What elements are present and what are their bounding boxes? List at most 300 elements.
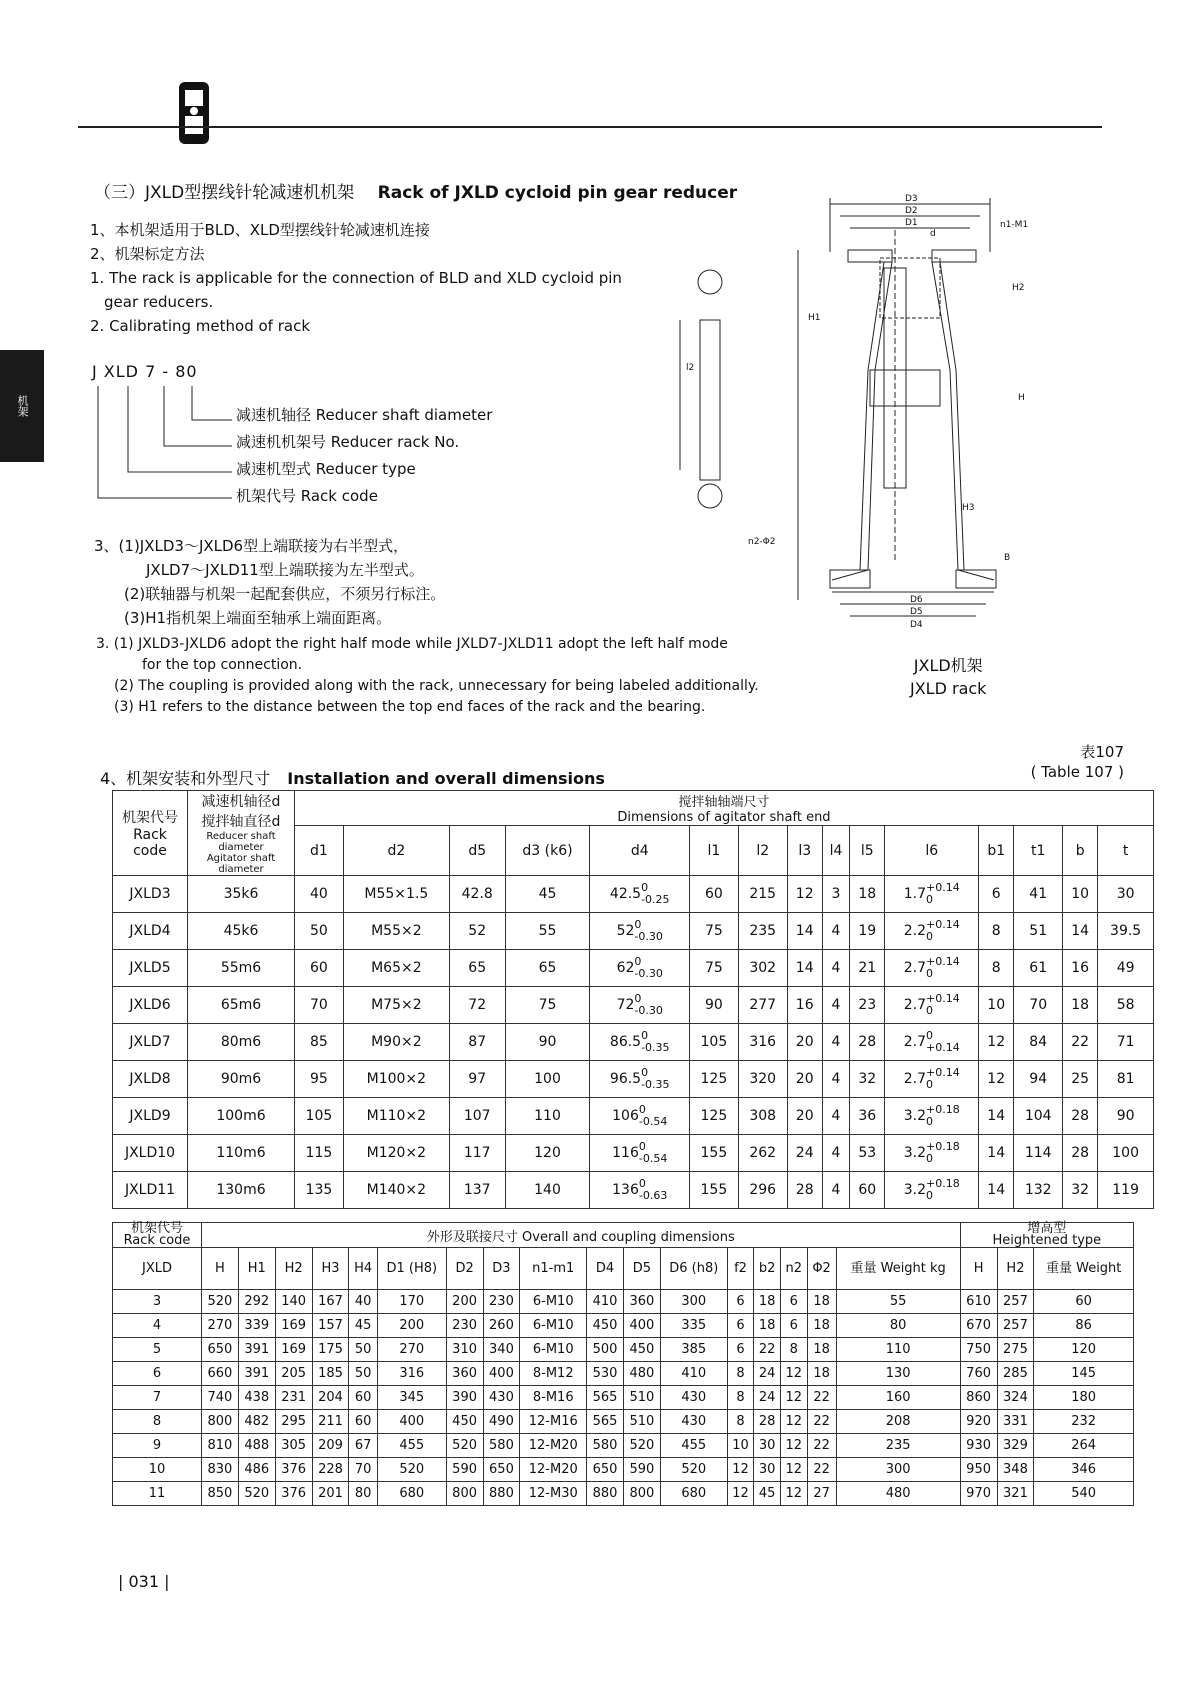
cell-l6-value: 2.7 — [903, 1034, 926, 1050]
cell-d2: M55×1.5 — [343, 876, 449, 913]
cell-l6-tolerance — [926, 1104, 960, 1128]
note-line: 2、机架标定方法 — [90, 245, 205, 263]
cell-l2: 277 — [738, 987, 787, 1024]
cell-code: JXLD5 — [113, 950, 188, 987]
cell-t: 81 — [1098, 1061, 1154, 1098]
header-col-1: d2 — [343, 826, 449, 876]
cell: 450 — [587, 1314, 624, 1338]
header-col-3: d3 (k6) — [505, 826, 590, 876]
cell: 18 — [754, 1314, 781, 1338]
label-d4: D4 — [910, 620, 923, 630]
label-d1: D1 — [905, 218, 918, 228]
cell: 305 — [275, 1434, 312, 1458]
cell: 410 — [587, 1290, 624, 1314]
header2-col-0: H — [202, 1248, 239, 1290]
cell: 6 — [727, 1338, 754, 1362]
cell-d2: M55×2 — [343, 913, 449, 950]
cell: 520 — [377, 1458, 446, 1482]
cell: 60 — [349, 1410, 377, 1434]
cell: 920 — [960, 1410, 997, 1434]
header-rack-code: 机架代号 Rack code — [113, 791, 188, 876]
cell: 60 — [349, 1386, 377, 1410]
cell-d4-tolerance — [639, 1141, 667, 1165]
cell-l4: 4 — [822, 1098, 849, 1135]
cell: 10 — [727, 1434, 754, 1458]
cell: 55 — [836, 1290, 960, 1314]
table-number-en: ( Table 107 ) — [1030, 763, 1124, 781]
cell-d4 — [590, 1061, 689, 1098]
cell: 329 — [997, 1434, 1034, 1458]
cell-t: 90 — [1098, 1098, 1154, 1135]
tol-upper: 0 — [634, 992, 642, 1005]
cell-d3: 120 — [505, 1135, 590, 1172]
cell: 292 — [238, 1290, 275, 1314]
table-row — [113, 1024, 1154, 1061]
cell: 800 — [446, 1482, 483, 1506]
book-logo-icon — [176, 78, 212, 148]
cell: 230 — [446, 1314, 483, 1338]
cell-l6-tolerance — [926, 956, 960, 980]
header-agitator-shaft — [295, 791, 1154, 826]
cell: 10 — [113, 1458, 202, 1482]
tol-lower: -0.25 — [641, 893, 670, 906]
cell: 500 — [587, 1338, 624, 1362]
table-row — [113, 987, 1154, 1024]
cell-d: 90m6 — [188, 1061, 295, 1098]
section-title-cn: （三）JXLD型摆线针轮减速机机架 — [94, 183, 355, 203]
legend-rack-code: 机架代号 Rack code — [236, 487, 378, 505]
label-h2: H2 — [1012, 283, 1025, 293]
header2-heightened — [960, 1223, 1133, 1248]
tol-upper: 0 — [638, 1177, 646, 1190]
cell: 12 — [780, 1482, 807, 1506]
cell-b: 16 — [1063, 950, 1098, 987]
cell-l6-tolerance — [926, 1141, 960, 1165]
cell-d1: 105 — [295, 1098, 344, 1135]
tol-lower: -0.54 — [638, 1115, 668, 1128]
header2-overall: 外形及联接尺寸 Overall and coupling dimensions — [202, 1223, 961, 1248]
tol-upper: 0 — [926, 1029, 933, 1042]
cell-l6-value: 2.7 — [903, 997, 926, 1013]
cell-l4: 3 — [822, 876, 849, 913]
cell: 310 — [446, 1338, 483, 1362]
cell-l6-tolerance — [926, 1030, 960, 1054]
cell: 340 — [483, 1338, 520, 1362]
cell-d5: 65 — [449, 950, 505, 987]
cell-b1: 10 — [979, 987, 1014, 1024]
cell-d4-value: 42.5 — [609, 886, 642, 902]
cell-t: 30 — [1098, 876, 1154, 913]
cell: 880 — [483, 1482, 520, 1506]
cell: 810 — [202, 1434, 239, 1458]
cell: 8-M16 — [520, 1386, 587, 1410]
cell: 346 — [1034, 1458, 1134, 1482]
note3-en-line: for the top connection. — [142, 657, 303, 673]
cell: 360 — [623, 1290, 660, 1314]
cell-d1: 40 — [295, 876, 344, 913]
cell-t1: 70 — [1014, 987, 1063, 1024]
cell: 264 — [1034, 1434, 1134, 1458]
note3-cn-line: 3、(1)JXLD3～JXLD6型上端联接为右半型式， — [94, 537, 409, 555]
cell-d4 — [590, 876, 689, 913]
header-col-10: l6 — [885, 826, 979, 876]
cell-l5: 53 — [850, 1135, 885, 1172]
cell-d2: M120×2 — [343, 1135, 449, 1172]
cell-l2: 296 — [738, 1172, 787, 1209]
cell-l6-value: 2.7 — [903, 1071, 926, 1087]
note-line: gear reducers. — [104, 293, 214, 311]
cell-d3: 55 — [505, 913, 590, 950]
cell: 12 — [780, 1434, 807, 1458]
table-row — [113, 1061, 1154, 1098]
cell: 200 — [377, 1314, 446, 1338]
cell-b1: 8 — [979, 913, 1014, 950]
cell-l4: 4 — [822, 1172, 849, 1209]
cell: 480 — [836, 1482, 960, 1506]
header2-col-10: D5 — [623, 1248, 660, 1290]
cell: 650 — [587, 1458, 624, 1482]
cell-t1: 114 — [1014, 1135, 1063, 1172]
cell: 488 — [238, 1434, 275, 1458]
cell: 324 — [997, 1386, 1034, 1410]
cell: 335 — [660, 1314, 727, 1338]
cell-l6-tolerance — [926, 1067, 960, 1091]
tol-lower: 0 — [926, 893, 933, 906]
cell-code: JXLD9 — [113, 1098, 188, 1135]
tol-upper: +0.14 — [926, 918, 960, 931]
cell: 321 — [997, 1482, 1034, 1506]
header2-col-18: H2 — [997, 1248, 1034, 1290]
cell: 450 — [446, 1410, 483, 1434]
cell: 18 — [807, 1338, 836, 1362]
cell: 482 — [238, 1410, 275, 1434]
cell: 391 — [238, 1362, 275, 1386]
tol-upper: +0.14 — [926, 1066, 960, 1079]
tol-lower: -0.63 — [638, 1189, 668, 1202]
notes3-cn — [94, 534, 445, 630]
header2-col-5: D1 (H8) — [377, 1248, 446, 1290]
section4-title-cn: 4、机架安装和外型尺寸 — [100, 769, 271, 788]
cell-b1: 14 — [979, 1135, 1014, 1172]
cell-d4 — [590, 950, 689, 987]
cell-d3: 75 — [505, 987, 590, 1024]
cell-l5: 21 — [850, 950, 885, 987]
cell: 140 — [275, 1290, 312, 1314]
cell: 510 — [623, 1410, 660, 1434]
cell-l2: 235 — [738, 913, 787, 950]
cell-d: 80m6 — [188, 1024, 295, 1061]
cell-t1: 41 — [1014, 876, 1063, 913]
cell-b: 28 — [1063, 1098, 1098, 1135]
cell-l6-tolerance — [926, 919, 960, 943]
cell: 830 — [202, 1458, 239, 1482]
cell-d4 — [590, 1098, 689, 1135]
cell: 18 — [807, 1314, 836, 1338]
cell: 650 — [202, 1338, 239, 1362]
cell-b1: 6 — [979, 876, 1014, 913]
cell-l2: 316 — [738, 1024, 787, 1061]
cell: 6-M10 — [520, 1314, 587, 1338]
cell: 169 — [275, 1338, 312, 1362]
header2-col-12: f2 — [727, 1248, 754, 1290]
cell: 157 — [312, 1314, 349, 1338]
cell-l5: 32 — [850, 1061, 885, 1098]
cell-t1: 61 — [1014, 950, 1063, 987]
cell: 80 — [836, 1314, 960, 1338]
header-col-9: l5 — [850, 826, 885, 876]
header2-col-16: 重量 Weight kg — [836, 1248, 960, 1290]
figure-caption-cn: JXLD机架 — [913, 656, 983, 675]
cell: 70 — [349, 1458, 377, 1482]
cell: 205 — [275, 1362, 312, 1386]
header-col-14: t — [1098, 826, 1154, 876]
cell: 430 — [660, 1386, 727, 1410]
cell-d5: 97 — [449, 1061, 505, 1098]
note-line: 1、本机架适用于BLD、XLD型摆线针轮减速机连接 — [90, 221, 430, 239]
tol-upper: 0 — [641, 881, 649, 894]
cell-t1: 132 — [1014, 1172, 1063, 1209]
cell: 670 — [960, 1314, 997, 1338]
header-rule — [78, 126, 1102, 128]
tol-upper: 0 — [641, 1066, 649, 1079]
header-group-en: Dimensions of agitator shaft end — [617, 810, 831, 825]
cell: 232 — [1034, 1410, 1134, 1434]
cell: 860 — [960, 1386, 997, 1410]
cell: 8 — [727, 1410, 754, 1434]
cell: 18 — [807, 1290, 836, 1314]
cell-b1: 12 — [979, 1061, 1014, 1098]
code-example: J XLD 7 - 80 — [92, 362, 198, 381]
cell: 376 — [275, 1482, 312, 1506]
notes-block — [90, 218, 650, 338]
cell: 50 — [349, 1362, 377, 1386]
section4-title-en: Installation and overall dimensions — [287, 769, 605, 788]
cell: 22 — [807, 1386, 836, 1410]
note3-cn-line: (2)联轴器与机架一起配套供应，不须另行标注。 — [124, 585, 446, 603]
cell-d5: 107 — [449, 1098, 505, 1135]
cell: 12 — [727, 1482, 754, 1506]
cell-l6-tolerance — [926, 1178, 960, 1202]
tol-upper: 0 — [634, 918, 642, 931]
header-col-2: d5 — [449, 826, 505, 876]
cell: 8 — [780, 1338, 807, 1362]
table-row — [113, 1458, 1134, 1482]
cell: 160 — [836, 1386, 960, 1410]
cell: 455 — [377, 1434, 446, 1458]
cell: 230 — [483, 1290, 520, 1314]
cell: 270 — [202, 1314, 239, 1338]
cell-d4-tolerance — [634, 956, 662, 980]
cell: 385 — [660, 1338, 727, 1362]
cell: 167 — [312, 1290, 349, 1314]
cell: 348 — [997, 1458, 1034, 1482]
tol-upper: 0 — [638, 1140, 646, 1153]
cell-l3: 20 — [787, 1024, 822, 1061]
cell-l3: 14 — [787, 950, 822, 987]
cell: 22 — [807, 1458, 836, 1482]
header2-col-8: n1-m1 — [520, 1248, 587, 1290]
header2-col-13: b2 — [754, 1248, 781, 1290]
cell: 850 — [202, 1482, 239, 1506]
cell-code: JXLD4 — [113, 913, 188, 950]
cell-d3: 110 — [505, 1098, 590, 1135]
tol-upper: +0.14 — [926, 992, 960, 1005]
tol-upper: 0 — [634, 955, 642, 968]
note-line: 1. The rack is applicable for the connection of BLD and XLD cycloid pin — [90, 269, 622, 287]
figure-caption-en: JXLD rack — [910, 679, 987, 698]
cell-d4 — [590, 1172, 689, 1209]
label-d: d — [930, 229, 936, 239]
cell-d1: 70 — [295, 987, 344, 1024]
cell: 520 — [623, 1434, 660, 1458]
label-h3: H3 — [962, 503, 975, 513]
code-legend-lines — [92, 384, 232, 504]
cell-l2: 320 — [738, 1061, 787, 1098]
cell-l6-value: 2.7 — [903, 960, 926, 976]
label-n1m1: n1-M1 — [1000, 220, 1029, 230]
table-row — [113, 1098, 1154, 1135]
cell: 540 — [1034, 1482, 1134, 1506]
cell: 3 — [113, 1290, 202, 1314]
cell-d1: 50 — [295, 913, 344, 950]
cell-d4-value: 62 — [616, 960, 635, 976]
header2-col-4: H4 — [349, 1248, 377, 1290]
cell: 12 — [780, 1410, 807, 1434]
tol-lower: -0.30 — [634, 967, 663, 980]
cell-l5: 18 — [850, 876, 885, 913]
cell-t1: 94 — [1014, 1061, 1063, 1098]
header-dia-cn1: 减速机轴径d — [201, 794, 281, 810]
tol-lower: 0 — [926, 1115, 933, 1128]
cell-l6-value: 2.2 — [903, 923, 926, 939]
cell: 204 — [312, 1386, 349, 1410]
cell-l6-value: 3.2 — [903, 1182, 926, 1198]
header2-col-19: 重量 Weight — [1034, 1248, 1134, 1290]
cell-d4-value: 136 — [612, 1182, 639, 1198]
cell: 9 — [113, 1434, 202, 1458]
cell-l3: 24 — [787, 1135, 822, 1172]
cell: 12-M20 — [520, 1434, 587, 1458]
cell: 410 — [660, 1362, 727, 1386]
cell: 565 — [587, 1410, 624, 1434]
cell: 520 — [202, 1290, 239, 1314]
cell-l1: 155 — [689, 1172, 738, 1209]
cell-l1: 75 — [689, 913, 738, 950]
section4-title — [100, 766, 605, 789]
page-number: | 031 | — [118, 1572, 170, 1591]
cell-l6 — [885, 1172, 979, 1209]
tol-lower: 0 — [926, 1189, 933, 1202]
cell: 180 — [1034, 1386, 1134, 1410]
table-row — [113, 1172, 1154, 1209]
cell: 6 — [780, 1314, 807, 1338]
cell-d4 — [590, 987, 689, 1024]
cell: 208 — [836, 1410, 960, 1434]
cell-d: 45k6 — [188, 913, 295, 950]
cell: 450 — [623, 1338, 660, 1362]
tol-lower: 0 — [926, 1078, 933, 1091]
cell-b: 25 — [1063, 1061, 1098, 1098]
cell-t: 119 — [1098, 1172, 1154, 1209]
cell: 339 — [238, 1314, 275, 1338]
label-h1: H1 — [808, 313, 821, 323]
cell: 400 — [623, 1314, 660, 1338]
cell-b: 14 — [1063, 913, 1098, 950]
shaft-dimensions-table — [112, 790, 1154, 1209]
cell: 260 — [483, 1314, 520, 1338]
header2-col-15: Φ2 — [807, 1248, 836, 1290]
tol-upper: +0.14 — [926, 881, 960, 894]
cell-l6 — [885, 987, 979, 1024]
cell: 390 — [446, 1386, 483, 1410]
cell: 185 — [312, 1362, 349, 1386]
tol-lower: -0.35 — [641, 1078, 670, 1091]
cell-d5: 87 — [449, 1024, 505, 1061]
cell-d4-tolerance — [641, 1030, 669, 1054]
cell: 300 — [836, 1458, 960, 1482]
header2-col-7: D3 — [483, 1248, 520, 1290]
cell-t: 100 — [1098, 1135, 1154, 1172]
cell-d4-tolerance — [641, 1067, 669, 1091]
tol-upper: 0 — [638, 1103, 646, 1116]
cell: 660 — [202, 1362, 239, 1386]
table-row — [113, 1434, 1134, 1458]
cell-t: 58 — [1098, 987, 1154, 1024]
cell-l5: 60 — [850, 1172, 885, 1209]
cell: 40 — [349, 1290, 377, 1314]
cell-l2: 215 — [738, 876, 787, 913]
table-row — [113, 913, 1154, 950]
cell-d: 35k6 — [188, 876, 295, 913]
header-col-0: d1 — [295, 826, 344, 876]
tol-lower: -0.35 — [641, 1041, 670, 1054]
cell: 880 — [587, 1482, 624, 1506]
table-row — [113, 1362, 1134, 1386]
cell-code: JXLD3 — [113, 876, 188, 913]
cell: 520 — [446, 1434, 483, 1458]
cell: 360 — [446, 1362, 483, 1386]
overall-dimensions-table — [112, 1222, 1134, 1506]
cell-l1: 90 — [689, 987, 738, 1024]
cell: 80 — [349, 1482, 377, 1506]
cell: 970 — [960, 1482, 997, 1506]
header-shaft-diameter — [188, 791, 295, 876]
cell-l1: 75 — [689, 950, 738, 987]
legend-rack-no: 减速机机架号 Reducer rack No. — [236, 433, 460, 451]
cell: 201 — [312, 1482, 349, 1506]
cell-d4-tolerance — [641, 882, 669, 906]
cell: 110 — [836, 1338, 960, 1362]
cell-d4-value: 86.5 — [609, 1034, 642, 1050]
cell-d2: M140×2 — [343, 1172, 449, 1209]
cell: 376 — [275, 1458, 312, 1482]
tol-lower: -0.30 — [634, 930, 663, 943]
cell-d2: M65×2 — [343, 950, 449, 987]
cell: 6 — [780, 1290, 807, 1314]
cell: 316 — [377, 1362, 446, 1386]
cell: 12 — [780, 1362, 807, 1386]
cell: 740 — [202, 1386, 239, 1410]
cell-l1: 60 — [689, 876, 738, 913]
header2-col-1: H1 — [238, 1248, 275, 1290]
cell: 200 — [446, 1290, 483, 1314]
cell: 580 — [587, 1434, 624, 1458]
cell-l6 — [885, 913, 979, 950]
cell-l6-value: 1.7 — [903, 886, 926, 902]
tol-upper: +0.18 — [926, 1103, 960, 1116]
label-d2: D2 — [905, 206, 918, 216]
cell-l6 — [885, 1098, 979, 1135]
